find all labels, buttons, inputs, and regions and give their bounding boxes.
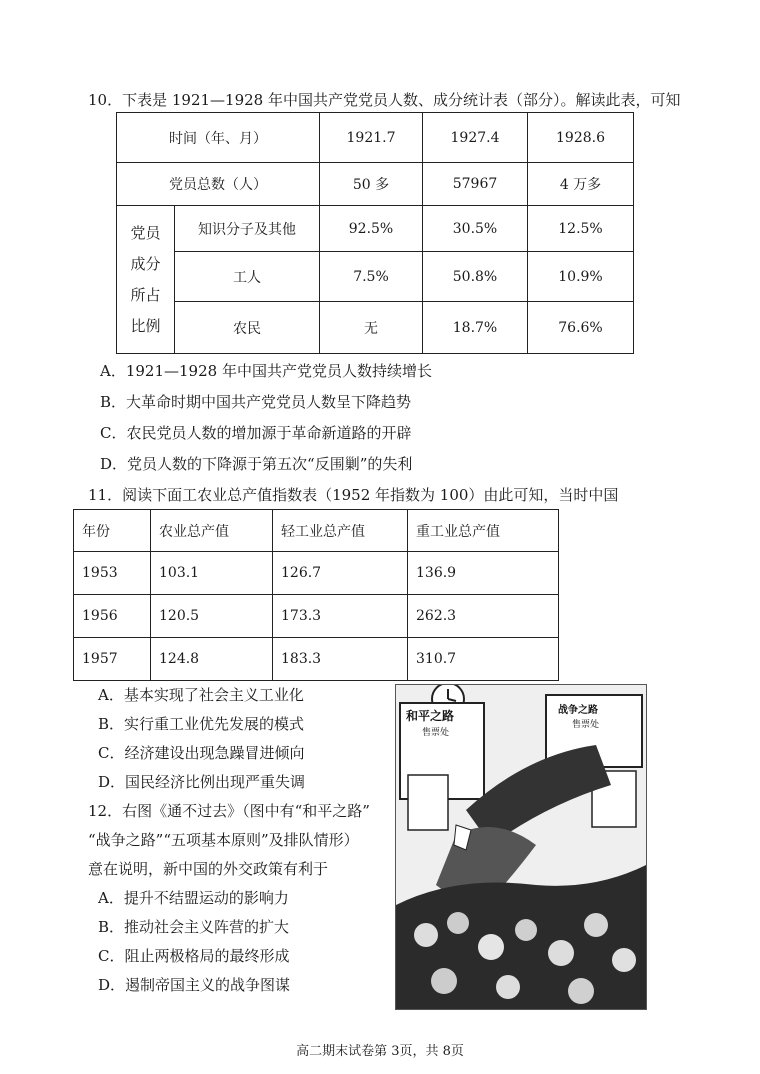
table-cell: 工人 [175, 252, 320, 302]
table-cell: 重工业总产值 [408, 510, 559, 552]
table-cell: 年份 [74, 510, 151, 552]
q10-table [116, 112, 634, 354]
table-cell: 30.5% [423, 206, 528, 252]
table-cell: 50 多 [320, 163, 423, 206]
table-cell: 120.5 [151, 595, 273, 638]
peace-road-sign: 和平之路 [406, 709, 455, 723]
table-cell: 310.7 [408, 638, 559, 681]
table-cell: 136.9 [408, 552, 559, 595]
table-cell: 1928.6 [528, 113, 634, 163]
table-cell: 7.5% [320, 252, 423, 302]
q10-option-c[interactable]: C．农民党员人数的增加源于革命新道路的开辟 [100, 424, 412, 442]
group-label-line: 成分 [130, 254, 161, 273]
table-cell: 时间（年、月） [117, 113, 320, 163]
table-cell: 4 万多 [528, 163, 634, 206]
q12-option-a[interactable]: A．提升不结盟运动的影响力 [98, 889, 289, 907]
table-cell: 无 [320, 302, 423, 354]
q10-option-d[interactable]: D．党员人数的下降源于第五次“反围剿”的失利 [100, 455, 413, 473]
table-cell: 124.8 [151, 638, 273, 681]
group-label-line: 比例 [130, 316, 161, 335]
group-label-cell [117, 206, 175, 354]
q10-option-b[interactable]: B．大革命时期中国共产党党员人数呈下降趋势 [100, 393, 412, 411]
group-label-line: 党员 [130, 223, 161, 242]
table-cell: 农民 [175, 302, 320, 354]
war-road-sign: 战争之路 [558, 705, 598, 716]
group-label-line: 所占 [130, 285, 161, 304]
q11-stem: 11．阅读下面工农业总产值指数表（1952 年指数为 100）由此可知，当时中国 [88, 486, 619, 504]
table-cell: 1953 [74, 552, 151, 595]
q11-table [73, 509, 559, 681]
table-row [117, 206, 634, 252]
ticket-office-sign: 售票处 [422, 728, 450, 738]
ticket-office-sign: 售票处 [572, 720, 600, 730]
table-cell: 92.5% [320, 206, 423, 252]
table-cell: 12.5% [528, 206, 634, 252]
table-cell: 262.3 [408, 595, 559, 638]
q10-stem: 10．下表是 1921—1928 年中国共产党党员人数、成分统计表（部分）。解读此表，可知 [88, 91, 681, 109]
table-cell: 1956 [74, 595, 151, 638]
q12-stem-line: “战争之路”“五项基本原则”及排队情形） [88, 831, 359, 849]
table-cell: 126.7 [273, 552, 408, 595]
table-cell: 103.1 [151, 552, 273, 595]
table-row [74, 638, 559, 681]
page-footer: 高二期末试卷第 3页，共 8页 [296, 1044, 464, 1059]
q10-option-a[interactable]: A．1921—1928 年中国共产党党员人数持续增长 [100, 362, 432, 380]
table-cell: 173.3 [273, 595, 408, 638]
table-row [74, 510, 559, 552]
cartoon-image [395, 684, 647, 1010]
table-cell: 1927.4 [423, 113, 528, 163]
table-cell: 轻工业总产值 [273, 510, 408, 552]
table-cell: 知识分子及其他 [175, 206, 320, 252]
table-row [117, 163, 634, 206]
table-cell: 50.8% [423, 252, 528, 302]
q12-option-d[interactable]: D．遏制帝国主义的战争图谋 [98, 976, 291, 994]
table-row [74, 552, 559, 595]
q11-option-a[interactable]: A．基本实现了社会主义工业化 [98, 686, 304, 704]
q12-stem-line: 12．右图《通不过去》（图中有“和平之路” [88, 802, 370, 820]
table-row [117, 252, 634, 302]
table-cell: 农业总产值 [151, 510, 273, 552]
table-cell: 76.6% [528, 302, 634, 354]
table-cell: 1957 [74, 638, 151, 681]
q12-option-c[interactable]: C．阻止两极格局的最终形成 [98, 947, 290, 965]
table-row [74, 595, 559, 638]
table-row [117, 302, 634, 354]
table-cell: 党员总数（人） [117, 163, 320, 206]
table-row [117, 113, 634, 163]
q11-option-c[interactable]: C．经济建设出现急躁冒进倾向 [98, 744, 305, 762]
q11-option-d[interactable]: D．国民经济比例出现严重失调 [98, 773, 306, 791]
table-cell: 57967 [423, 163, 528, 206]
table-cell: 10.9% [528, 252, 634, 302]
table-cell: 18.7% [423, 302, 528, 354]
q11-option-b[interactable]: B．实行重工业优先发展的模式 [98, 715, 305, 733]
poster [408, 775, 448, 830]
table-cell: 1921.7 [320, 113, 423, 163]
table-cell: 183.3 [273, 638, 408, 681]
q12-option-b[interactable]: B．推动社会主义阵营的扩大 [98, 918, 290, 936]
q12-stem-line: 意在说明，新中国的外交政策有利于 [88, 860, 329, 878]
